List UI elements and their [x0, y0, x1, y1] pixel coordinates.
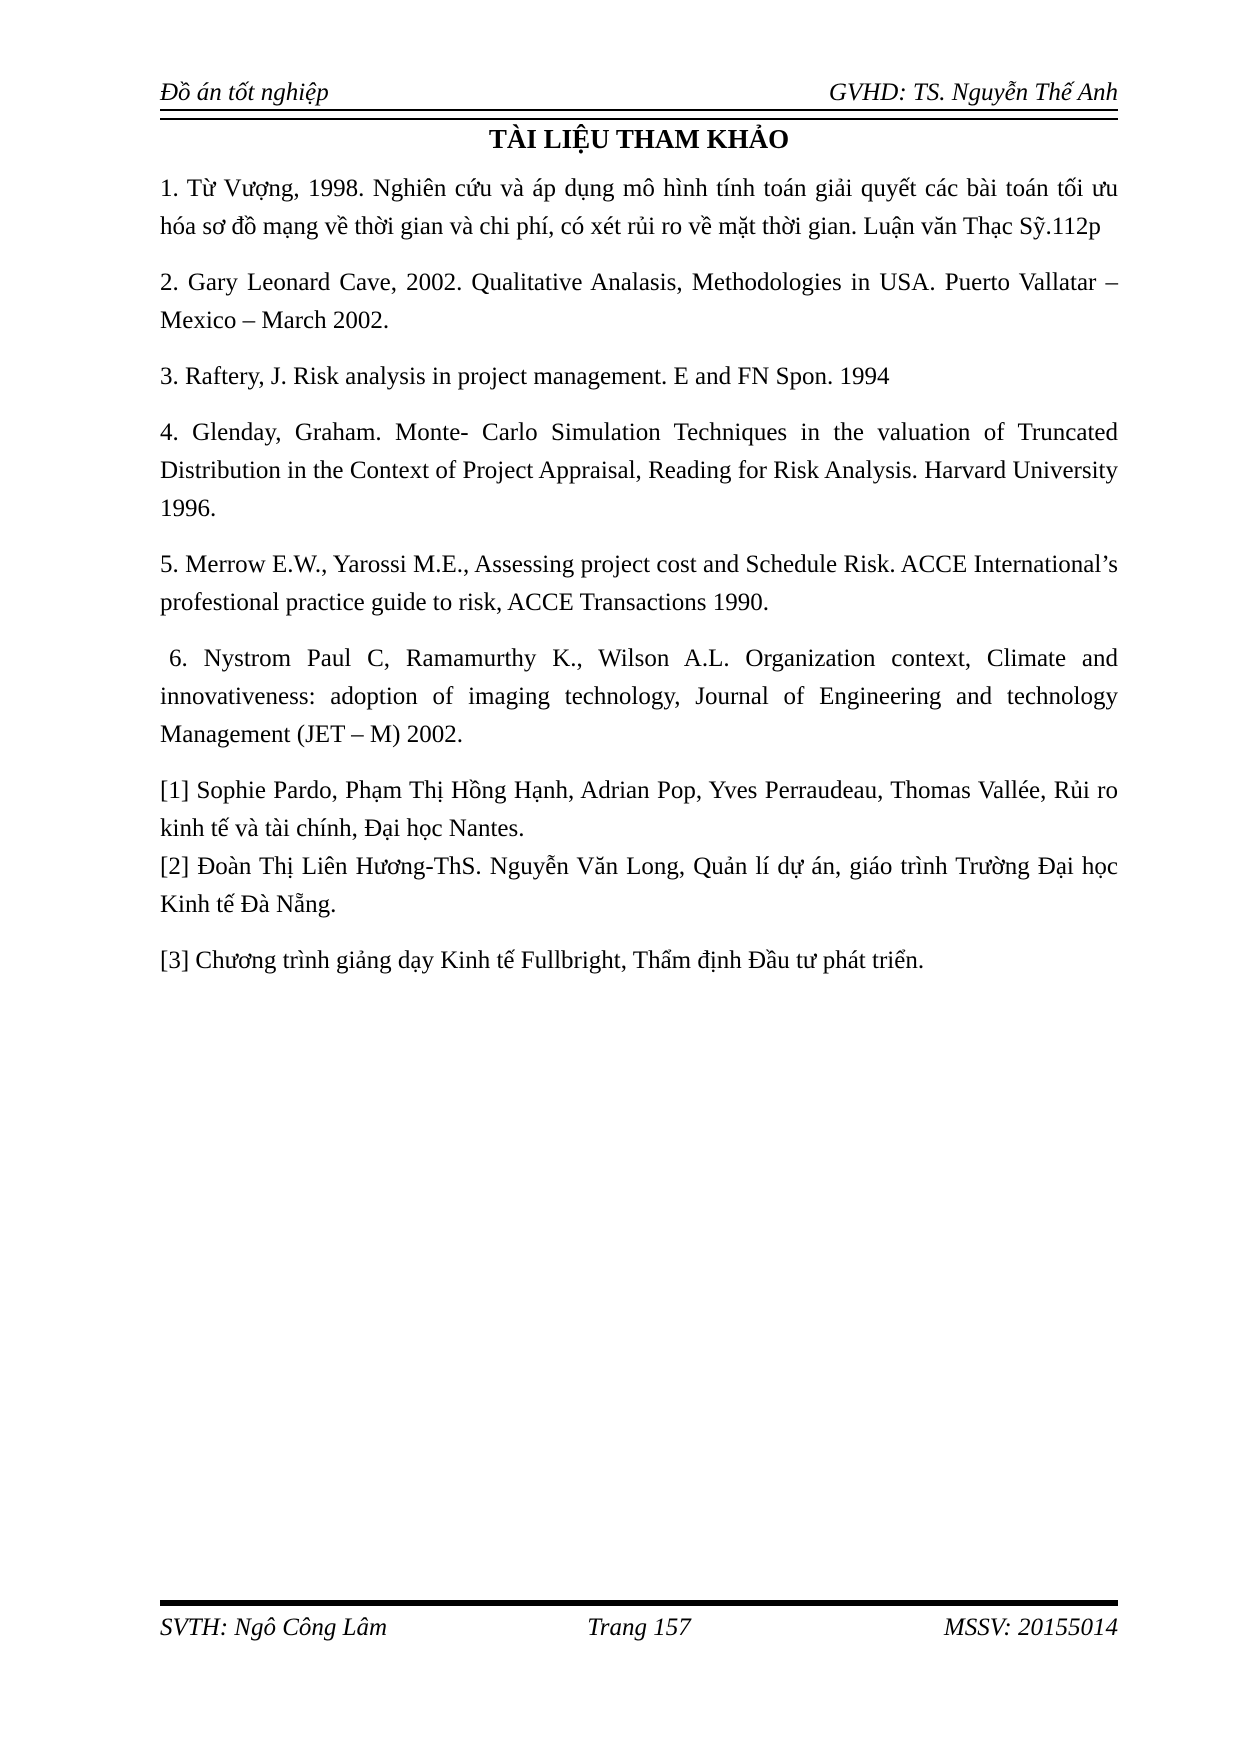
reference-item: [3] Chương trình giảng dạy Kinh tế Fullbright, Thẩm định Đầu tư phát triển. [160, 947, 925, 974]
footer-rule [160, 1600, 1118, 1606]
header-document-title: Đồ án tốt nghiệp [160, 79, 329, 106]
footer-student-id: MSSV: 20155014 [943, 1614, 1118, 1641]
reference-item: 3. Raftery, J. Risk analysis in project management. E and FN Spon. 1994 [160, 363, 890, 390]
footer-student-name: SVTH: Ngô Công Lâm [160, 1614, 388, 1641]
reference-item: 4. Glenday, Graham. Monte- Carlo Simulation Techniques in the valuation of Truncated Distribution in the Context of Project Appraisal, Reading for Risk Analysis. Harvard University 1996. [160, 419, 1118, 522]
footer-row [160, 1613, 1118, 1643]
footer-page-number: Trang 157 [587, 1614, 691, 1641]
header-rule [160, 118, 1118, 120]
reference-item: 6. Nystrom Paul C, Ramamurthy K., Wilson A.L. Organization context, Climate and innovativeness: adoption of imaging technology, Journal of Engineering and technology Management (JET – M) 2002. [160, 645, 1118, 748]
page-title: TÀI LIỆU THAM KHẢO [488, 124, 790, 154]
page-content [160, 78, 1118, 998]
header-supervisor: GVHD: TS. Nguyễn Thế Anh [828, 79, 1118, 106]
reference-list [160, 170, 1118, 980]
reference-item: 2. Gary Leonard Cave, 2002. Qualitative Analasis, Methodologies in USA. Puerto Vallatar – Mexico – March 2002. [160, 269, 1118, 334]
reference-item: 5. Merrow E.W., Yarossi M.E., Assessing project cost and Schedule Risk. ACCE International’s profestional practice guide to risk, ACCE Transactions 1990. [160, 551, 1118, 616]
page-header [160, 78, 1118, 111]
reference-item: [2] Đoàn Thị Liên Hương-ThS. Nguyễn Văn Long, Quản lí dự án, giáo trình Trường Đại học Kinh tế Đà Nẵng. [160, 853, 1118, 918]
reference-item: [1] Sophie Pardo, Phạm Thị Hồng Hạnh, Adrian Pop, Yves Perraudeau, Thomas Vallée, Rủi ro kinh tế và tài chính, Đại học Nantes. [160, 777, 1118, 842]
reference-item: 1. Từ Vượng, 1998. Nghiên cứu và áp dụng mô hình tính toán giải quyết các bài toán tối ưu hóa sơ đồ mạng về thời gian và chi phí, có xét rủi ro về mặt thời gian. Luận văn Thạc Sỹ.112p [160, 175, 1118, 240]
page-footer [160, 1600, 1118, 1643]
